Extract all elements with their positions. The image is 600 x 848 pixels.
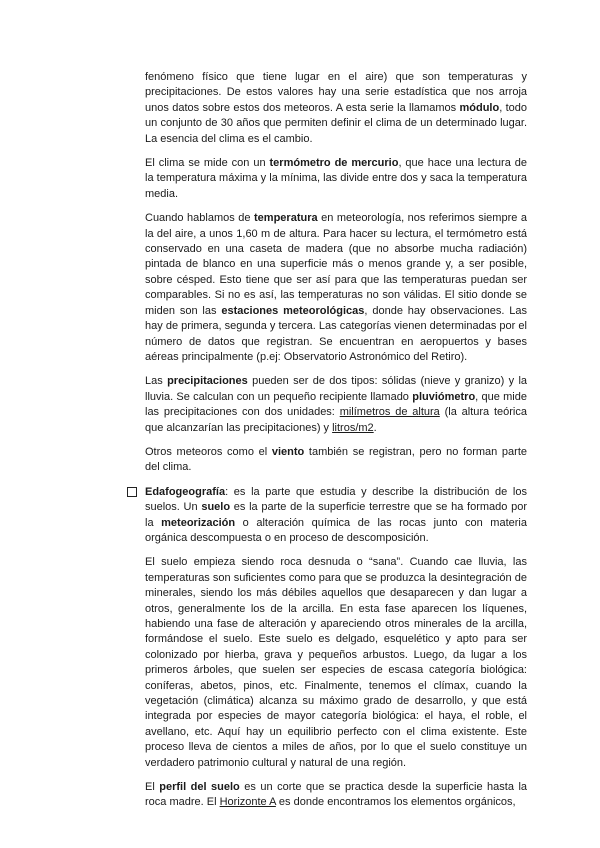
- text-run: El clima se mide con un: [145, 157, 270, 170]
- underlined-milimetros: milímetros de altura: [339, 406, 440, 419]
- underlined-horizonte-a: Horizonte A: [219, 796, 276, 809]
- paragraph-precipitaciones: [145, 374, 527, 436]
- text-run: fenómeno físico que tiene lugar en el aire) que son temperaturas y precipitaciones. De estos valores hay una serie estadística que nos arroja unos datos sobre estos dos meteoros. A esta serie la llamamos: [145, 71, 527, 114]
- text-run: Cuando hablamos de: [145, 212, 255, 225]
- paragraph-termometro: [145, 156, 527, 202]
- term-termometro: termómetro de mercurio: [269, 157, 399, 170]
- paragraph-viento: [145, 445, 527, 476]
- text-run: Las: [145, 375, 168, 388]
- underlined-litros: litros/m2: [332, 421, 374, 434]
- text-run: es donde encontramos los elementos orgánicos,: [275, 796, 516, 809]
- term-meteorizacion: meteorización: [161, 516, 236, 529]
- term-edafogeografia: Edafogeografía: [145, 485, 226, 498]
- text-run: pueden ser de dos tipos: sólidas (nieve y granizo) y la lluvia. Se calculan con un pequeño recipiente llamado: [145, 375, 527, 403]
- text-run: El: [145, 781, 160, 794]
- bullet-edafogeografia: [145, 485, 527, 547]
- term-modulo: módulo: [459, 101, 500, 114]
- text-run: , donde hay observaciones. Las hay de primera, segunda y tercera. Las categorías vienen determinadas por el número de datos que registran. Se encuentran en aeropuertos y bases aéreas principalmente (p.ej: Observatorio Astronómico del Retiro).: [145, 304, 527, 363]
- text-run: , que hace una lectura de la temperatura máxima y la mínima, las divide entre dos y saca la temperatura media.: [145, 157, 527, 200]
- term-pluviometro: pluviómetro: [412, 390, 476, 403]
- text-run: también se registran, pero no forman parte del clima.: [145, 445, 528, 474]
- text-run: El suelo empieza siendo roca desnuda o “sana”. Cuando cae lluvia, las temperaturas son suficientes como para que se produzca la desintegración de minerales, siendo los más débiles aquellos que desaparecen y dan lugar a otros, generalmente los de la arcilla. En esta fase aparecen los líquenes, habiendo una fase de alteración y apareciendo otros minerales de la arcilla, formándose el suelo. Este suelo es delgado, esquelético y apto para ser colonizado por hierba, grava y pequeños arbustos. Luego, da lugar a los primeros árboles, que suelen ser especies de escasa categoría biológica: coníferas, abetos, pinos, etc. Finalmente, tenemos el clímax, cuando la vegetación (climática) alcanza su máximo grado de desarrollo, y que está integrada por especies de mayor categoría biológica: el haya, el roble, el avellano, etc. Aquí hay un equilibrio perfecto con el clima existente. Este proceso lleva de cientos a miles de años, por lo que el suelo constituye un verdadero patrimonio cultural y natural de una región.: [145, 556, 527, 769]
- text-run: es la parte de la superficie terrestre que se ha formado por la: [145, 501, 528, 529]
- term-precipitaciones: precipitaciones: [167, 375, 248, 388]
- paragraph-edafogeografia: [145, 485, 527, 547]
- term-viento: viento: [271, 445, 305, 458]
- checkbox-bullet-icon: [127, 487, 137, 497]
- text-run: es un corte que se practica desde la superficie hasta la roca madre. El: [145, 781, 528, 809]
- text-run: , que mide las precipitaciones con dos unidades:: [145, 390, 527, 419]
- document-body: [145, 70, 527, 820]
- text-run: en meteorología, nos referimos siempre a la del aire, a unos 1,60 m de altura. Para hacer su lectura, el termómetro está conservado en una caseta de madera (que no absorbe mucha radiación) pintada de blanco en una superficie más o menos grande y, a ser posible, sobre césped. Esto tiene que ser así para que las temperaturas puedan ser comparables. Si no es así, las temperaturas no son válidas. El sitio donde se miden son las: [145, 212, 527, 317]
- term-temperatura: temperatura: [254, 212, 318, 225]
- paragraph-perfil-suelo: [145, 780, 527, 811]
- term-perfil-suelo: perfil del suelo: [159, 781, 240, 794]
- text-run: (la altura teórica que alcanzarían las precipitaciones) y: [145, 406, 527, 434]
- paragraph-suelo-formacion: [145, 555, 527, 771]
- paragraph-temperatura: [145, 211, 527, 365]
- text-run: Otros meteoros como el: [145, 445, 272, 458]
- paragraph-modulo: [145, 70, 527, 147]
- term-estaciones: estaciones meteorológicas: [221, 304, 365, 317]
- text-run: , todo un conjunto de 30 años que permiten definir el clima de un determinado lugar. La esencia del clima es el cambio.: [145, 101, 528, 145]
- text-run: : es la parte que estudia y describe la distribución de los suelos. Un: [145, 485, 527, 514]
- term-suelo: suelo: [201, 501, 231, 514]
- text-run: .: [373, 421, 377, 434]
- text-run: o alteración química de las rocas junto con materia orgánica descompuesta o en proceso de descomposición.: [145, 516, 527, 544]
